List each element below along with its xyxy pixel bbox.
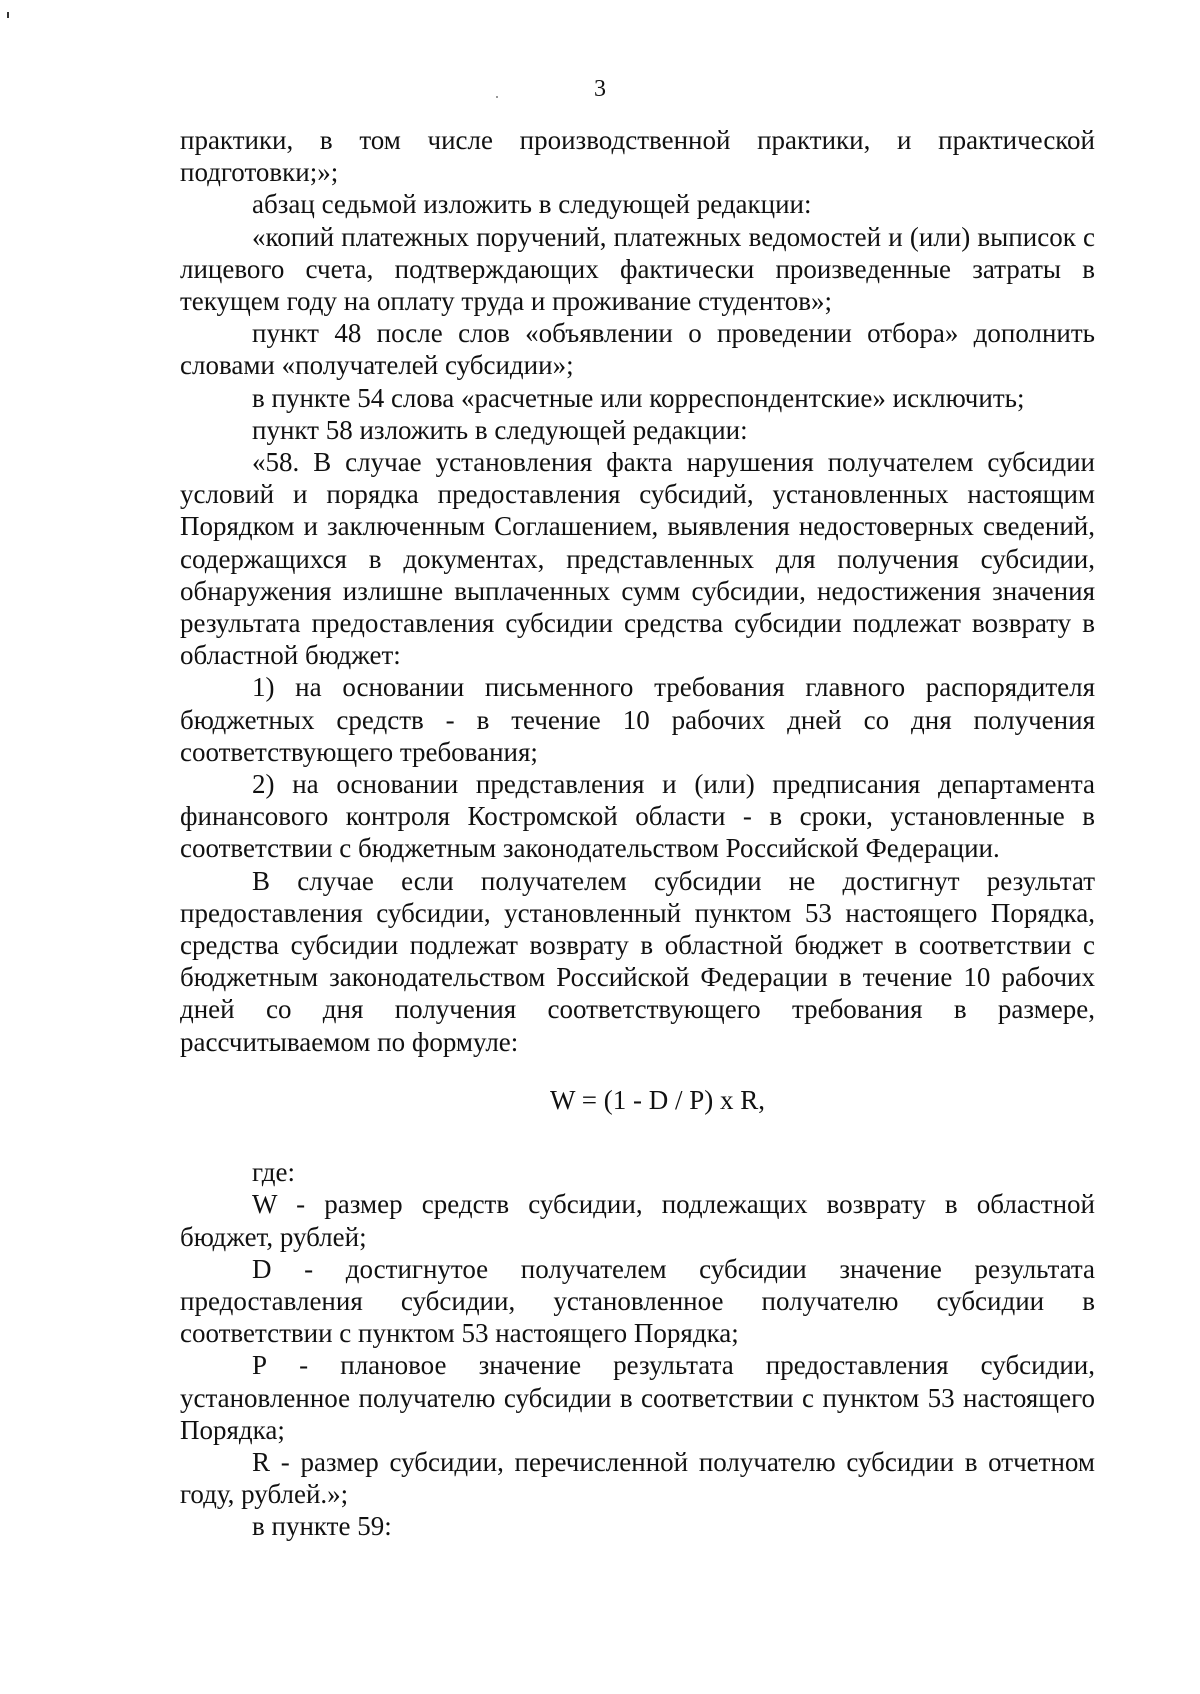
paragraph-point-48: пункт 48 после слов «объявлении о проведении отбора» дополнить словами «получателей субсидии»; <box>180 318 1095 381</box>
page-number: 3 <box>594 76 606 102</box>
formula: W = (1 - D / P) x R, <box>550 1084 765 1115</box>
scan-speck <box>7 12 9 18</box>
document-body <box>180 124 1095 1543</box>
paragraph-copies-quote: «копий платежных поручений, платежных ведомостей и (или) выписок с лицевого счета, подтверждающих фактически произведенные затраты в текущем году на оплату труда и проживание студентов»; <box>180 221 1095 317</box>
paragraph-point-58-intro: пункт 58 изложить в следующей редакции: <box>252 414 748 445</box>
paragraph-def-p: Р - плановое значение результата предоставления субсидии, установленное получателю субсидии в соответствии с пунктом 53 настоящего Порядка; <box>180 1350 1095 1445</box>
paragraph-point-54: в пункте 54 слова «расчетные или корреспондентские» исключить; <box>252 382 1025 413</box>
paragraph-def-w: W - размер средств субсидии, подлежащих возврату в областной бюджет, рублей; <box>180 1189 1095 1252</box>
paragraph-continuation: практики, в том числе производственной практики, и практической подготовки;»; <box>180 125 1095 188</box>
paragraph-item-2: 2) на основании представления и (или) предписания департамента финансового контроля Костромской области - в сроки, установленные в соответствии с бюджетным законодательством Российской Федерации. <box>180 769 1095 864</box>
paragraph-abzac-seventh: абзац седьмой изложить в следующей редакции: <box>252 189 812 220</box>
paragraph-result-not-achieved: В случае если получателем субсидии не достигнут результат предоставления субсидии, установленный пунктом 53 настоящего Порядка, средства субсидии подлежат возврату в областной бюджет в соответствии с бюджетным законодательством Российской Федерации в течение 10 рабочих дней со дня получения соответствующего требования в размере, рассчитываемом по формуле: <box>180 865 1095 1057</box>
paragraph-def-r: R - размер субсидии, перечисленной получателю субсидии в отчетном году, рублей.»; <box>180 1446 1095 1510</box>
paragraph-where: где: <box>252 1157 295 1188</box>
paragraph-point-58-text: «58. В случае установления факта нарушения получателем субсидии условий и порядка предоставления субсидий, установленных настоящим Порядком и заключенным Соглашением, выявления недостоверных сведений, содержащихся в документах, представленных для получения субсидии, обнаружения излишне выплаченных сумм субсидии, недостижения значения результата предоставления субсидии средства субсидии подлежат возврату в областной бюджет: <box>180 447 1095 671</box>
paragraph-point-59: в пункте 59: <box>252 1511 392 1542</box>
paragraph-def-d: D - достигнутое получателем субсидии значение результата предоставления субсидии, установленное получателю субсидии в соответствии с пунктом 53 настоящего Порядка; <box>180 1253 1095 1349</box>
paragraph-item-1: 1) на основании письменного требования главного распорядителя бюджетных средств - в течение 10 рабочих дней со дня получения соответствующего требования; <box>180 672 1095 767</box>
